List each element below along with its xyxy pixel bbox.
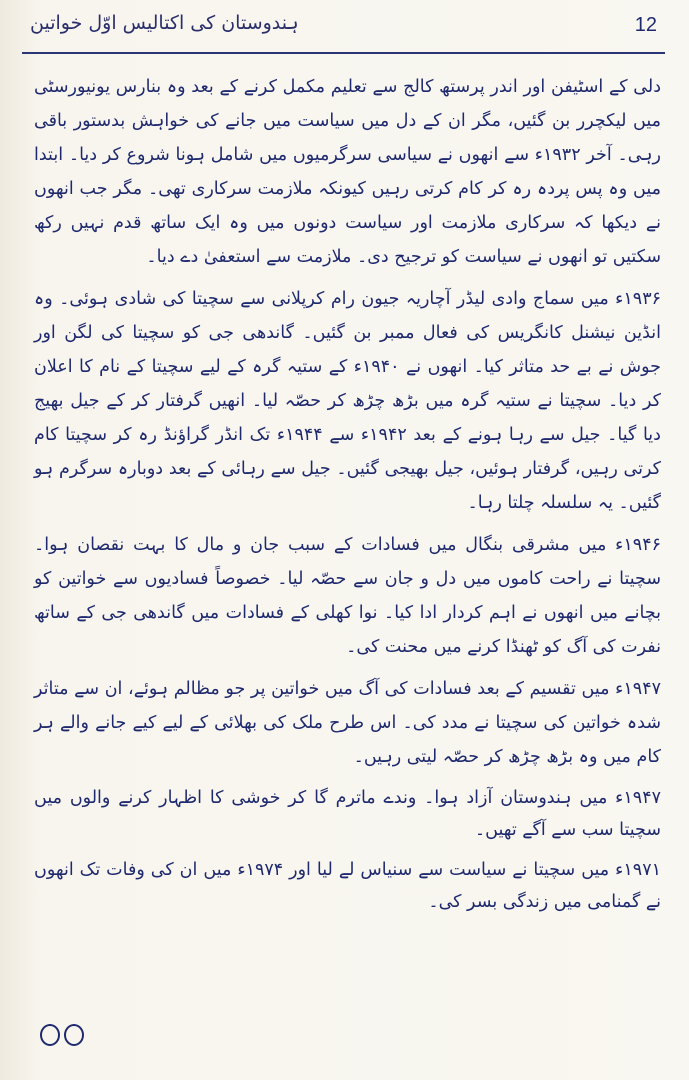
footer-ornament-icon bbox=[40, 1024, 84, 1046]
page-header bbox=[22, 8, 665, 64]
paragraph-1: دلی کے اسٹیفن اور اندر پرستھ کالج سے تعلیم مکمل کرنے کے بعد وہ بنارس یونیورسٹی میں لیکچرر بن گئیں، مگر ان کے دل میں سیاست میں جانے کی خواہش بدستور باقی رہی۔ آخر ۱۹۳۲ء سے انھوں نے سیاسی سرگرمیوں میں شامل ہونا شروع کر دیا۔ ابتدا میں وہ پس پردہ رہ کر کام کرتی رہیں کیونکہ ملازمت سرکاری تھی۔ مگر جب انھوں نے دیکھا کہ سرکاری ملازمت اور سیاست دونوں میں وہ ایک ساتھ قدم نہیں رکھ سکتیں تو انھوں نے سیاست کو ترجیح دی۔ ملازمت سے استعفیٰ دے دیا۔ bbox=[34, 77, 661, 267]
paragraph-6: ۱۹۷۱ء میں سچیتا نے سیاست سے سنیاس لے لیا اور ۱۹۷۴ء میں ان کی وفات تک انھوں نے گمنامی میں زندگی بسر کی۔ bbox=[34, 860, 661, 912]
paragraph-4: ۱۹۴۷ء میں تقسیم کے بعد فسادات کی آگ میں خواتین پر جو مظالم ہوئے، ان سے متاثر شدہ خواتین کی سچیتا نے مدد کی۔ اس طرح ملک کی بھلائی کے لیے کیے جانے والے ہر کام میں وہ بڑھ چڑھ کر حصّہ لیتی رہیں۔ bbox=[34, 679, 661, 767]
running-title: ہندوستان کی اکتالیس اوّل خواتین bbox=[30, 12, 299, 34]
page-number: 12 bbox=[634, 14, 657, 36]
paragraph-2: ۱۹۳۶ء میں سماج وادی لیڈر آچاریہ جیون رام کرپلانی سے سچیتا کی شادی ہوئی۔ وہ انڈین نیشنل کانگریس کی فعال ممبر بن گئیں۔ گاندھی جی کو سچیتا کی لگن اور جوش نے بے حد متاثر کیا۔ انھوں نے ۱۹۴۰ء کے ستیہ گرہ کے لیے سچیتا کے نام کا اعلان کر دیا۔ سچیتا نے ستیہ گرہ میں بڑھ چڑھ کر حصّہ لیا۔ انھیں گرفتار کر کے جیل بھیج دیا گیا۔ جیل سے رہا ہونے کے بعد ۱۹۴۲ء سے ۱۹۴۴ء تک انڈر گراؤنڈ رہ کر سچیتا کام کرتی رہیں، گرفتار ہوئیں، جیل بھیجی گئیں۔ جیل سے رہائی کے بعد دوبارہ سرگرم ہو گئیں۔ یہ سلسلہ چلتا رہا۔ bbox=[34, 289, 661, 513]
circle-icon bbox=[40, 1024, 60, 1046]
circle-icon bbox=[64, 1024, 84, 1046]
paragraph-5: ۱۹۴۷ء میں ہندوستان آزاد ہوا۔ وندے ماترم گا کر خوشی کا اظہار کرنے والوں میں سچیتا سب سے آگے تھیں۔ bbox=[34, 788, 661, 840]
body-text bbox=[34, 70, 661, 1070]
paragraph-3: ۱۹۴۶ء میں مشرقی بنگال میں فسادات کے سبب جان و مال کا بہت نقصان ہوا۔ سچیتا نے راحت کاموں میں دل و جان سے حصّہ لیا۔ خصوصاً فسادیوں سے خواتین کو بچانے میں انھوں نے اہم کردار ادا کیا۔ نوا کھلی کے فسادات میں گاندھی جی کے ساتھ نفرت کی آگ کو ٹھنڈا کرنے میں محنت کی۔ bbox=[34, 535, 661, 657]
header-rule bbox=[22, 52, 665, 54]
